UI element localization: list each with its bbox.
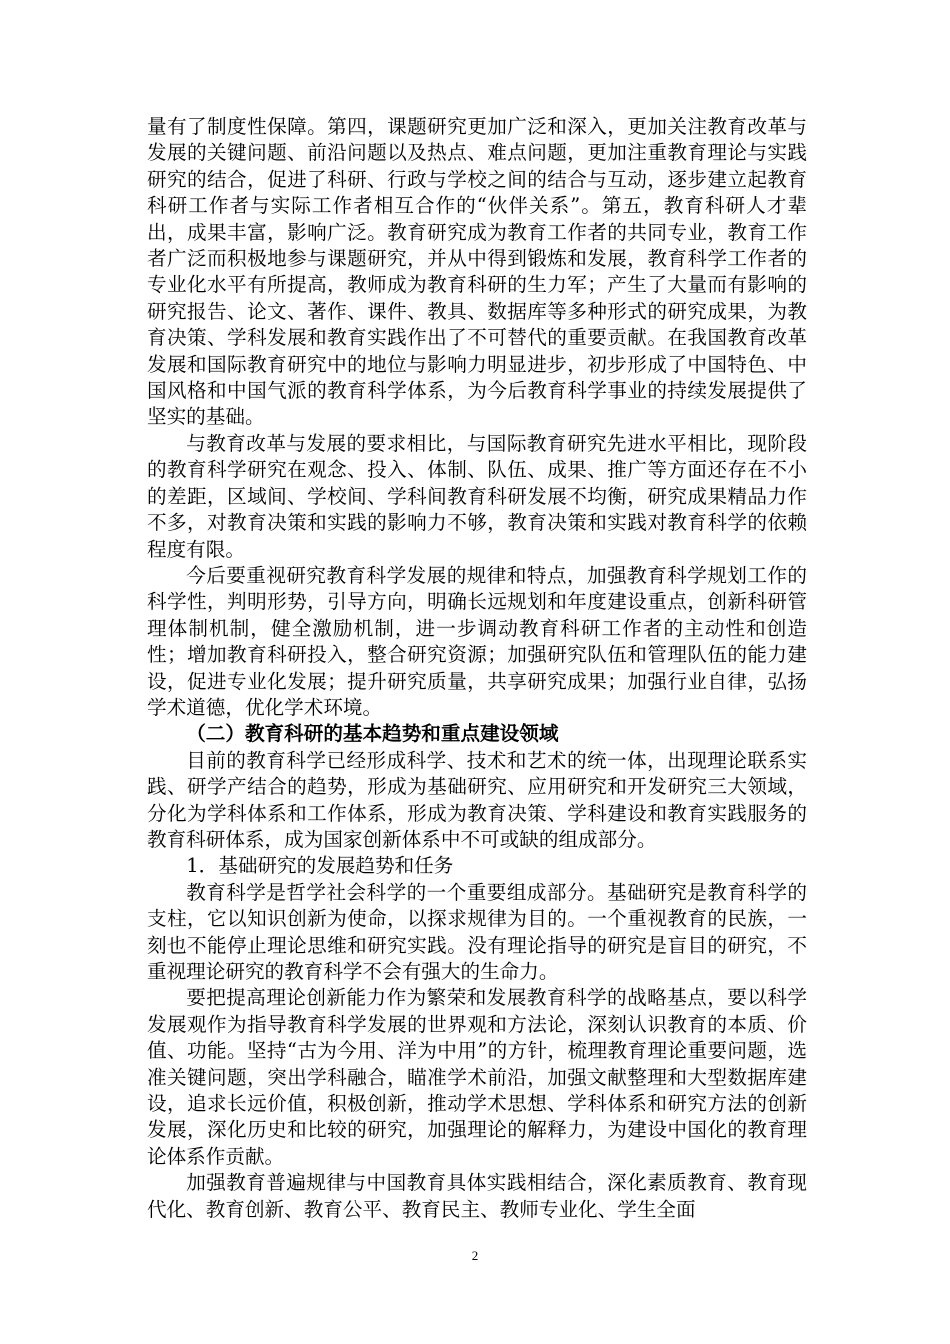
paragraph-gap-comparison: 与教育改革与发展的要求相比，与国际教育研究先进水平相比，现阶段的教育科学研究在观念、投入、体制、队伍、成果、推广等方面还存在不小的差距，区域间、学校间、学科间教育科研发展不均衡，研究成果精品力作不多，对教育决策和实践的影响力不够，教育决策和实践对教育科学的依赖程度有限。 (147, 431, 807, 561)
page-number: 2 (471, 1248, 479, 1263)
document-body (147, 114, 807, 1223)
paragraph-practice: 加强教育普遍规律与中国教育具体实践相结合，深化素质教育、教育现代化、教育创新、教育公平、教育民主、教师专业化、学生全面 (147, 1171, 807, 1221)
paragraph-continuation: 量有了制度性保障。第四，课题研究更加广泛和深入，更加关注教育改革与发展的关键问题、前沿问题以及热点、难点问题，更加注重教育理论与实践研究的结合，促进了科研、行政与学校之间的结合与互动，逐步建立起教育科研工作者与实际工作者相互合作的“伙伴关系”。第五，教育科研人才辈出，成果丰富，影响广泛。教育研究成为教育工作者的共同专业，教育工作者广泛而积极地参与课题研究，并从中得到锻炼和发展，教育科学工作者的专业化水平有所提高，教师成为教育科研的生力军；产生了大量而有影响的研究报告、论文、著作、课件、教具、数据库等多种形式的研究成果，为教育决策、学科发展和教育实践作出了不可替代的重要贡献。在我国教育改革发展和国际教育研究中的地位与影响力明显进步，初步形成了中国特色、中国风格和中国气派的教育科学体系，为今后教育科学事业的持续发展提供了坚实的基础。 (147, 115, 807, 429)
paragraph-future-work: 今后要重视研究教育科学发展的规律和特点，加强教育科学规划工作的科学性，判明形势，引导方向，明确长远规划和年度建设重点，创新科研管理体制机制，健全激励机制，进一步调动教育科研工作者的主动性和创造性；增加教育科研投入，整合研究资源；加强研究队伍和管理队伍的能力建设，促进专业化发展；提升研究质量，共享研究成果；加强行业自律，弘扬学术道德，优化学术环境。 (147, 563, 807, 719)
paragraph-basic-research: 教育科学是哲学社会科学的一个重要组成部分。基础研究是教育科学的支柱，它以知识创新为使命，以探求规律为目的。一个重视教育的民族，一刻也不能停止理论思维和研究实践。没有理论指导的研究是盲目的研究，不重视理论研究的教育科学不会有强大的生命力。 (147, 880, 807, 983)
paragraph-theory-innovation: 要把提高理论创新能力作为繁荣和发展教育科学的战略基点，要以科学发展观作为指导教育科学发展的世界观和方法论，深刻认识教育的本质、价值、功能。坚持“古为今用、洋为中用”的方针，梳理教育理论重要问题，选准关键问题，突出学科融合，瞄准学术前沿，加强文献整理和大型数据库建设，追求长远价值，积极创新，推动学术思想、学科体系和研究方法的创新发展，深化历史和比较的研究，加强理论的解释力，为建设中国化的教育理论体系作贡献。 (147, 986, 807, 1168)
subsection-heading: 1．基础研究的发展趋势和任务 (186, 854, 454, 878)
section-heading: （二）教育科研的基本趋势和重点建设领域 (186, 722, 559, 746)
paragraph-trends: 目前的教育科学已经形成科学、技术和艺术的统一体，出现理论联系实践、研学产结合的趋势，形成为基础研究、应用研究和开发研究三大领域，分化为学科体系和工作体系，形成为教育决策、学科建设和教育实践服务的教育科研体系，成为国家创新体系中不可或缺的组成部分。 (147, 748, 807, 851)
